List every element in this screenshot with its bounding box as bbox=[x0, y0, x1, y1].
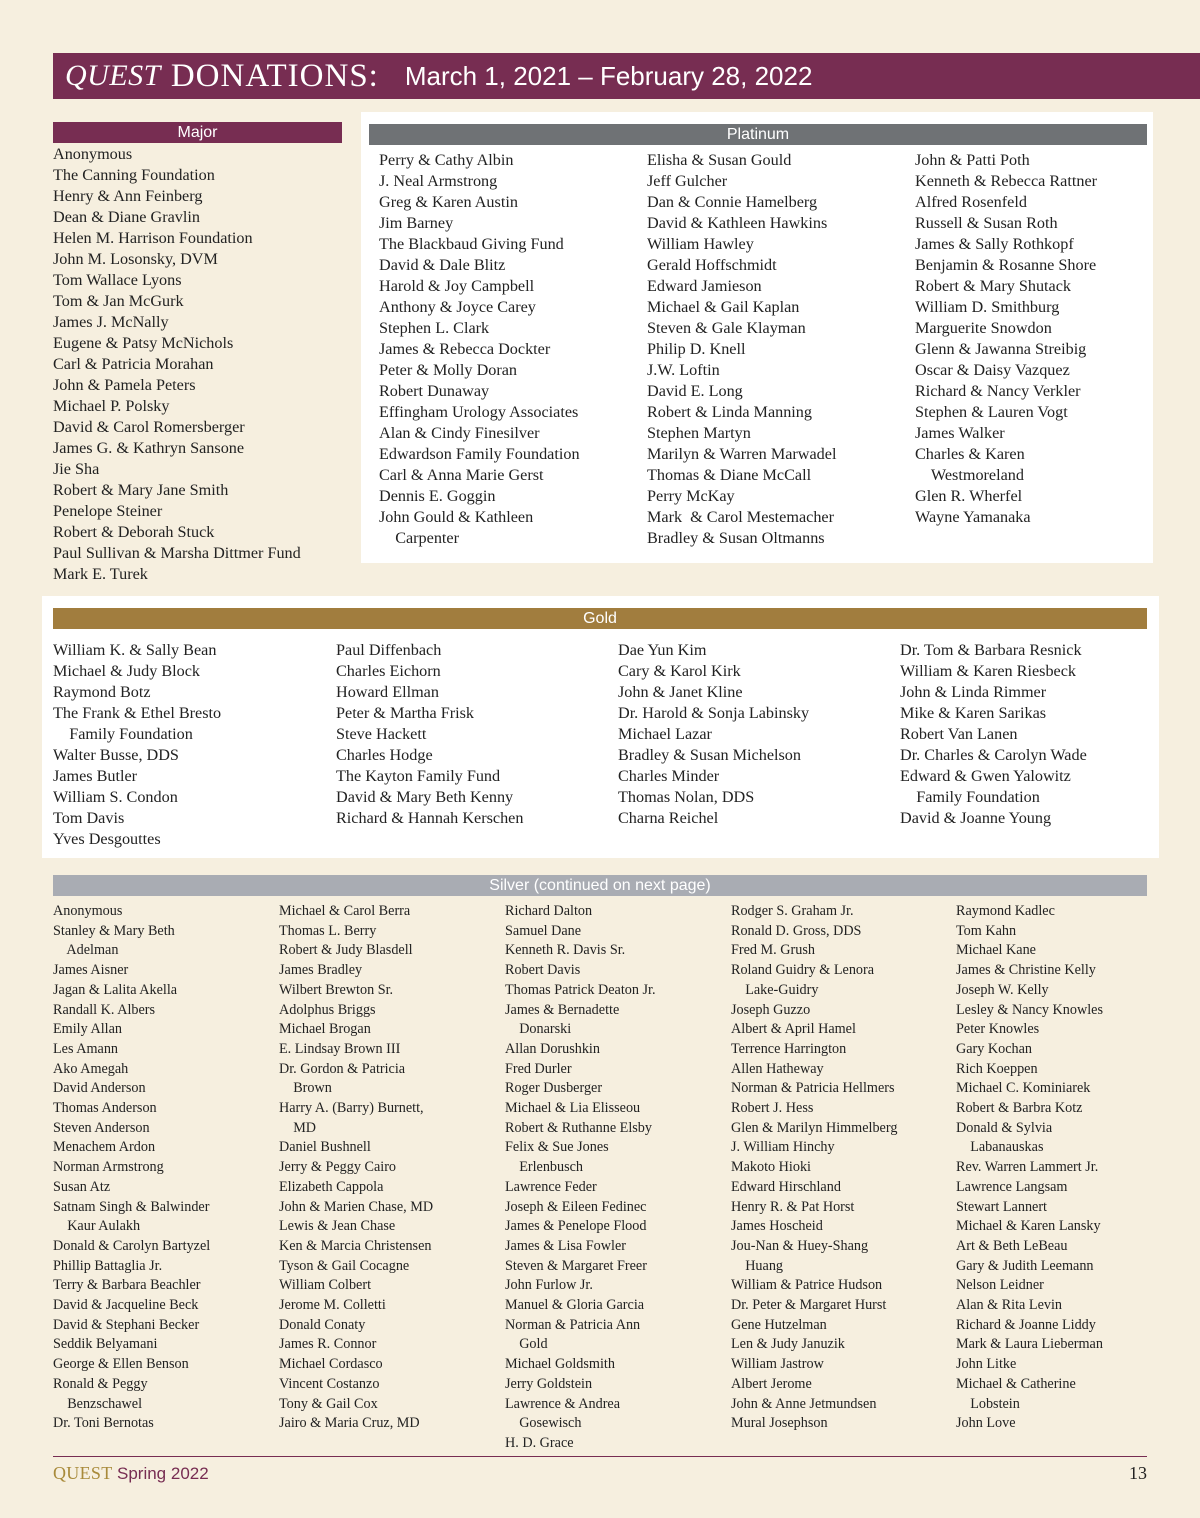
platinum-donor-name: Wayne Yamanaka bbox=[915, 508, 1031, 526]
silver-donor-name: Len & Judy Januzik bbox=[731, 1336, 845, 1353]
silver-donor-name: Steven & Margaret Freer bbox=[505, 1257, 647, 1274]
silver-list-col-3 bbox=[505, 902, 725, 1454]
silver-donor-name: Jerry Goldstein bbox=[505, 1375, 593, 1392]
silver-donor-name: Allen Hatheway bbox=[731, 1060, 824, 1077]
gold-donor-name: The Frank & Ethel Bresto Family Foundation bbox=[53, 704, 222, 743]
silver-list-col-2 bbox=[279, 902, 499, 1434]
gold-donor-name: Raymond Botz bbox=[53, 683, 151, 701]
silver-donor-name: Susan Atz bbox=[53, 1178, 111, 1195]
platinum-donor-name: Steven & Gale Klayman bbox=[647, 319, 806, 337]
silver-donor-name: J. William Hinchy bbox=[731, 1139, 835, 1156]
silver-donor-name: Phillip Battaglia Jr. bbox=[53, 1257, 163, 1274]
silver-donor-name: Lawrence Feder bbox=[505, 1178, 597, 1195]
platinum-donor-name: Jeff Gulcher bbox=[647, 172, 728, 190]
silver-donor-name: Lewis & Jean Chase bbox=[279, 1218, 396, 1235]
silver-donor-name: Terry & Barbara Beachler bbox=[53, 1277, 201, 1294]
quest-logo-text: QUEST bbox=[65, 59, 161, 92]
platinum-donor-name: David & Dale Blitz bbox=[379, 256, 506, 274]
silver-donor-name: Ronald D. Gross, DDS bbox=[731, 922, 862, 939]
silver-donor-name: Rich Koeppen bbox=[956, 1060, 1038, 1077]
silver-donor-name: Roland Guidry & Lenora Lake-Guidry bbox=[731, 962, 875, 998]
platinum-donor-name: Bradley & Susan Oltmanns bbox=[647, 529, 825, 547]
silver-donor-name: Jerome M. Colletti bbox=[279, 1297, 386, 1314]
silver-donor-name: Joseph Guzzo bbox=[731, 1001, 811, 1018]
platinum-donor-name: William D. Smithburg bbox=[915, 298, 1060, 316]
platinum-donor-name: Peter & Molly Doran bbox=[379, 361, 518, 379]
platinum-donor-name: William Hawley bbox=[647, 235, 754, 253]
silver-donor-name: Lesley & Nancy Knowles bbox=[956, 1001, 1103, 1018]
silver-donor-name: Rodger S. Graham Jr. bbox=[731, 903, 854, 919]
footer-divider bbox=[53, 1456, 1147, 1457]
silver-donor-name: Elizabeth Cappola bbox=[279, 1178, 384, 1195]
silver-donor-name: Michael & Lia Elisseou bbox=[505, 1100, 641, 1117]
platinum-donor-name: John & Patti Poth bbox=[915, 151, 1030, 169]
major-donor-name: Eugene & Patsy McNichols bbox=[53, 334, 234, 352]
silver-donor-name: Rev. Warren Lammert Jr. bbox=[956, 1159, 1099, 1176]
silver-donor-name: Wilbert Brewton Sr. bbox=[279, 981, 394, 998]
gold-list-col-1 bbox=[53, 640, 328, 850]
silver-donor-name: Lawrence & Andrea Gosewisch bbox=[505, 1395, 621, 1432]
platinum-donor-name: Alan & Cindy Finesilver bbox=[379, 424, 540, 442]
platinum-list-col-1 bbox=[379, 150, 639, 549]
platinum-donor-name: Glenn & Jawanna Streibig bbox=[915, 340, 1087, 358]
major-donor-name: Henry & Ann Feinberg bbox=[53, 187, 203, 205]
silver-donor-name: Stewart Lannert bbox=[956, 1198, 1047, 1215]
gold-donor-name: Dr. Charles & Carolyn Wade bbox=[900, 746, 1087, 764]
major-donor-name: Carl & Patricia Morahan bbox=[53, 355, 214, 373]
silver-donor-name: James & Bernadette Donarski bbox=[505, 1001, 620, 1038]
platinum-donor-name: J.W. Loftin bbox=[647, 361, 720, 379]
gold-donor-name: John & Janet Kline bbox=[618, 683, 743, 701]
silver-donor-name: Donald & Carolyn Bartyzel bbox=[53, 1237, 211, 1254]
silver-donor-name: Ken & Marcia Christensen bbox=[279, 1237, 432, 1254]
platinum-donor-name: Elisha & Susan Gould bbox=[647, 151, 792, 169]
silver-donor-name: Robert Davis bbox=[505, 962, 581, 979]
platinum-donor-name: Marilyn & Warren Marwadel bbox=[647, 445, 837, 463]
major-donor-name: Tom Wallace Lyons bbox=[53, 271, 182, 289]
silver-donor-name: Gary & Judith Leemann bbox=[956, 1257, 1094, 1274]
platinum-list-col-2 bbox=[647, 150, 907, 549]
gold-donor-name: William S. Condon bbox=[53, 788, 178, 806]
silver-list-col-5 bbox=[956, 902, 1146, 1434]
silver-donor-name: Jagan & Lalita Akella bbox=[53, 981, 178, 998]
platinum-donor-name: Mark & Carol Mestemacher bbox=[647, 508, 834, 526]
silver-donor-name: Les Amann bbox=[53, 1040, 119, 1057]
silver-donor-name: Michael & Catherine Lobstein bbox=[956, 1375, 1076, 1412]
silver-donor-name: Albert Jerome bbox=[731, 1375, 812, 1392]
platinum-donor-name: Gerald Hoffschmidt bbox=[647, 256, 777, 274]
gold-donor-name: Dr. Tom & Barbara Resnick bbox=[900, 641, 1082, 659]
silver-donor-name: Ronald & Peggy Benzschawel bbox=[53, 1375, 148, 1412]
gold-donor-name: Michael & Judy Block bbox=[53, 662, 201, 680]
gold-list-col-3 bbox=[618, 640, 893, 829]
silver-donor-name: Dr. Peter & Margaret Hurst bbox=[731, 1297, 887, 1314]
major-donor-name: Paul Sullivan & Marsha Dittmer Fund bbox=[53, 544, 301, 562]
platinum-donor-name: Greg & Karen Austin bbox=[379, 193, 518, 211]
gold-donor-name: Edward & Gwen Yalowitz Family Foundation bbox=[900, 767, 1071, 806]
silver-donor-name: Seddik Belyamani bbox=[53, 1336, 158, 1353]
silver-donor-name: Norman Armstrong bbox=[53, 1159, 164, 1176]
major-donor-name: Penelope Steiner bbox=[53, 502, 163, 520]
silver-donor-name: Tyson & Gail Cocagne bbox=[279, 1257, 410, 1274]
silver-donor-name: Adolphus Briggs bbox=[279, 1001, 376, 1018]
gold-donor-name: Tom Davis bbox=[53, 809, 125, 827]
major-donor-name: Mark E. Turek bbox=[53, 565, 148, 583]
silver-donor-name: Peter Knowles bbox=[956, 1021, 1040, 1038]
silver-donor-name: Michael & Carol Berra bbox=[279, 903, 411, 919]
silver-donor-name: Stanley & Mary Beth Adelman bbox=[53, 922, 175, 959]
major-donor-name: Tom & Jan McGurk bbox=[53, 292, 184, 310]
silver-donor-name: H. D. Grace bbox=[505, 1434, 574, 1451]
silver-donor-name: Edward Hirschland bbox=[731, 1178, 841, 1195]
silver-donor-name: Felix & Sue Jones Erlenbusch bbox=[505, 1139, 609, 1176]
gold-list-col-2 bbox=[336, 640, 611, 829]
silver-donor-name: Robert & Ruthanne Elsby bbox=[505, 1119, 652, 1136]
silver-donor-name: Lawrence Langsam bbox=[956, 1178, 1068, 1195]
silver-donor-name: Makoto Hioki bbox=[731, 1159, 811, 1176]
silver-donor-name: John Litke bbox=[956, 1356, 1017, 1373]
silver-donor-name: James R. Connor bbox=[279, 1336, 377, 1353]
silver-donor-name: William Jastrow bbox=[731, 1356, 824, 1373]
silver-donor-name: Kenneth R. Davis Sr. bbox=[505, 942, 626, 959]
major-donor-name: Robert & Deborah Stuck bbox=[53, 523, 215, 541]
platinum-donor-name: Robert & Mary Shutack bbox=[915, 277, 1072, 295]
platinum-donor-name: Alfred Rosenfeld bbox=[915, 193, 1027, 211]
major-donor-name: John & Pamela Peters bbox=[53, 376, 196, 394]
platinum-donor-name: James Walker bbox=[915, 424, 1005, 442]
platinum-donor-name: Charles & Karen Westmoreland bbox=[915, 445, 1025, 484]
date-range: March 1, 2021 – February 28, 2022 bbox=[404, 60, 813, 91]
silver-donor-name: Dr. Gordon & Patricia Brown bbox=[279, 1060, 406, 1097]
platinum-list-col-3 bbox=[915, 150, 1150, 528]
major-donor-name: David & Carol Romersberger bbox=[53, 418, 245, 436]
gold-donor-name: David & Mary Beth Kenny bbox=[336, 788, 514, 806]
platinum-donor-name: James & Sally Rothkopf bbox=[915, 235, 1074, 253]
silver-donor-name: Henry R. & Pat Horst bbox=[731, 1198, 855, 1215]
silver-donor-name: John & Anne Jetmundsen bbox=[731, 1395, 877, 1412]
major-donor-name: Robert & Mary Jane Smith bbox=[53, 481, 229, 499]
platinum-donor-name: Stephen & Lauren Vogt bbox=[915, 403, 1068, 421]
gold-donor-name: Walter Busse, DDS bbox=[53, 746, 179, 764]
silver-donor-name: Terrence Harrington bbox=[731, 1040, 847, 1057]
gold-donor-name: William & Karen Riesbeck bbox=[900, 662, 1077, 680]
silver-donor-name: Ako Amegah bbox=[53, 1060, 129, 1077]
platinum-donor-name: James & Rebecca Dockter bbox=[379, 340, 551, 358]
major-donor-name: James G. & Kathryn Sansone bbox=[53, 439, 245, 457]
gold-donor-name: James Butler bbox=[53, 767, 138, 785]
silver-donor-name: Joseph & Eileen Fedinec bbox=[505, 1198, 647, 1215]
platinum-donor-name: Dennis E. Goggin bbox=[379, 487, 496, 505]
silver-donor-name: Michael Goldsmith bbox=[505, 1356, 615, 1373]
platinum-donor-name: Perry McKay bbox=[647, 487, 735, 505]
gold-donor-name: William K. & Sally Bean bbox=[53, 641, 217, 659]
gold-donor-name: Richard & Hannah Kerschen bbox=[336, 809, 524, 827]
silver-donor-name: John Furlow Jr. bbox=[505, 1277, 593, 1294]
silver-donor-name: Nelson Leidner bbox=[956, 1277, 1044, 1294]
platinum-donor-name: Michael & Gail Kaplan bbox=[647, 298, 800, 316]
platinum-donor-name: Robert & Linda Manning bbox=[647, 403, 812, 421]
platinum-donor-name: Richard & Nancy Verkler bbox=[915, 382, 1081, 400]
gold-donor-name: John & Linda Rimmer bbox=[900, 683, 1047, 701]
silver-donor-name: Steven Anderson bbox=[53, 1119, 150, 1136]
silver-donor-name: Thomas Anderson bbox=[53, 1100, 157, 1117]
silver-donor-name: Roger Dusberger bbox=[505, 1080, 603, 1097]
platinum-donor-name: Carl & Anna Marie Gerst bbox=[379, 466, 544, 484]
page-number: 13 bbox=[1129, 1463, 1147, 1483]
gold-list-col-4 bbox=[900, 640, 1150, 829]
silver-donor-name: David & Jacqueline Beck bbox=[53, 1297, 199, 1314]
major-donor-name: James J. McNally bbox=[53, 313, 169, 331]
silver-donor-name: Robert J. Hess bbox=[731, 1100, 814, 1117]
platinum-heading: Platinum bbox=[369, 124, 1147, 145]
platinum-donor-name: Effingham Urology Associates bbox=[379, 403, 579, 421]
silver-list-col-4 bbox=[731, 902, 951, 1434]
gold-donor-name: Charna Reichel bbox=[618, 809, 719, 827]
silver-donor-name: Emily Allan bbox=[53, 1021, 122, 1038]
silver-donor-name: Raymond Kadlec bbox=[956, 903, 1055, 919]
silver-donor-name: Donald & Sylvia Labanauskas bbox=[956, 1119, 1053, 1156]
silver-donor-name: Fred M. Grush bbox=[731, 942, 815, 959]
platinum-donor-name: Edward Jamieson bbox=[647, 277, 762, 295]
gold-donor-name: Steve Hackett bbox=[336, 725, 427, 743]
silver-donor-name: William Colbert bbox=[279, 1277, 372, 1294]
platinum-donor-name: J. Neal Armstrong bbox=[379, 172, 498, 190]
silver-donor-name: James & Penelope Flood bbox=[505, 1218, 647, 1235]
platinum-donor-name: Stephen Martyn bbox=[647, 424, 751, 442]
silver-donor-name: Tom Kahn bbox=[956, 922, 1017, 939]
gold-donor-name: Michael Lazar bbox=[618, 725, 712, 743]
gold-donor-name: Charles Minder bbox=[618, 767, 720, 785]
gold-donor-name: Charles Hodge bbox=[336, 746, 433, 764]
platinum-donor-name: David E. Long bbox=[647, 382, 743, 400]
major-donor-name: Anonymous bbox=[53, 145, 133, 163]
page-title-banner bbox=[53, 53, 1200, 99]
gold-donor-name: Dae Yun Kim bbox=[618, 641, 707, 659]
silver-donor-name: Harry A. (Barry) Burnett, MD bbox=[279, 1100, 424, 1136]
platinum-donor-name: John Gould & Kathleen Carpenter bbox=[379, 508, 534, 547]
silver-donor-name: David Anderson bbox=[53, 1080, 146, 1097]
silver-donor-name: Thomas L. Berry bbox=[279, 922, 377, 939]
gold-donor-name: Howard Ellman bbox=[336, 683, 439, 701]
silver-donor-name: Robert & Judy Blasdell bbox=[279, 942, 413, 959]
silver-donor-name: Gene Hutzelman bbox=[731, 1316, 827, 1333]
silver-donor-name: Michael Brogan bbox=[279, 1021, 371, 1038]
major-heading: Major bbox=[53, 122, 342, 143]
major-donor-name: Dean & Diane Gravlin bbox=[53, 208, 200, 226]
silver-donor-name: Joseph W. Kelly bbox=[956, 981, 1049, 998]
silver-donor-name: James & Lisa Fowler bbox=[505, 1237, 626, 1254]
silver-donor-name: James Aisner bbox=[53, 962, 129, 979]
silver-donor-name: Mural Josephson bbox=[731, 1415, 828, 1432]
major-donor-name: Michael P. Polsky bbox=[53, 397, 170, 415]
silver-donor-name: James Bradley bbox=[279, 962, 363, 979]
platinum-donor-name: Thomas & Diane McCall bbox=[647, 466, 812, 484]
platinum-donor-name: Philip D. Knell bbox=[647, 340, 746, 358]
silver-donor-name: Richard Dalton bbox=[505, 903, 593, 919]
footer-quest-text: QUEST bbox=[53, 1463, 113, 1483]
gold-donor-name: Yves Desgouttes bbox=[53, 830, 161, 848]
platinum-donor-name: Russell & Susan Roth bbox=[915, 214, 1058, 232]
silver-heading: Silver (continued on next page) bbox=[53, 875, 1147, 896]
gold-donor-name: Cary & Karol Kirk bbox=[618, 662, 741, 680]
platinum-donor-name: Anthony & Joyce Carey bbox=[379, 298, 536, 316]
silver-donor-name: Anonymous bbox=[53, 903, 123, 919]
silver-donor-name: Michael & Karen Lansky bbox=[956, 1218, 1101, 1235]
platinum-donor-name: Harold & Joy Campbell bbox=[379, 277, 535, 295]
platinum-donor-name: Marguerite Snowdon bbox=[915, 319, 1052, 337]
silver-donor-name: Richard & Joanne Liddy bbox=[956, 1316, 1096, 1333]
silver-donor-name: Albert & April Hamel bbox=[731, 1021, 856, 1038]
silver-donor-name: Samuel Dane bbox=[505, 922, 582, 939]
silver-donor-name: Satnam Singh & Balwinder Kaur Aulakh bbox=[53, 1198, 210, 1235]
silver-donor-name: Michael Cordasco bbox=[279, 1356, 383, 1373]
gold-donor-name: Mike & Karen Sarikas bbox=[900, 704, 1047, 722]
silver-donor-name: Norman & Patricia Hellmers bbox=[731, 1080, 895, 1097]
silver-donor-name: Alan & Rita Levin bbox=[956, 1297, 1062, 1314]
platinum-donor-name: Glen R. Wherfel bbox=[915, 487, 1023, 505]
silver-donor-name: George & Ellen Benson bbox=[53, 1356, 189, 1373]
silver-donor-name: Jerry & Peggy Cairo bbox=[279, 1159, 397, 1176]
platinum-donor-name: Dan & Connie Hamelberg bbox=[647, 193, 818, 211]
platinum-donor-name: Oscar & Daisy Vazquez bbox=[915, 361, 1070, 379]
platinum-donor-name: Benjamin & Rosanne Shore bbox=[915, 256, 1097, 274]
gold-donor-name: Paul Diffenbach bbox=[336, 641, 442, 659]
silver-donor-name: James Hoscheid bbox=[731, 1218, 823, 1235]
gold-donor-name: The Kayton Family Fund bbox=[336, 767, 501, 785]
silver-donor-name: E. Lindsay Brown III bbox=[279, 1040, 401, 1057]
silver-donor-name: John Love bbox=[956, 1415, 1016, 1432]
gold-donor-name: Peter & Martha Frisk bbox=[336, 704, 475, 722]
silver-list-col-1 bbox=[53, 902, 273, 1434]
silver-donor-name: Michael Kane bbox=[956, 942, 1036, 959]
silver-donor-name: Jairo & Maria Cruz, MD bbox=[279, 1415, 420, 1432]
silver-donor-name: Robert & Barbra Kotz bbox=[956, 1100, 1083, 1117]
silver-donor-name: Thomas Patrick Deaton Jr. bbox=[505, 981, 656, 998]
gold-donor-name: Dr. Harold & Sonja Labinsky bbox=[618, 704, 810, 722]
silver-donor-name: Donald Conaty bbox=[279, 1316, 366, 1333]
gold-donor-name: Thomas Nolan, DDS bbox=[618, 788, 755, 806]
silver-donor-name: Dr. Toni Bernotas bbox=[53, 1415, 154, 1432]
silver-donor-name: Tony & Gail Cox bbox=[279, 1395, 378, 1412]
silver-donor-name: William & Patrice Hudson bbox=[731, 1277, 883, 1294]
silver-donor-name: Mark & Laura Lieberman bbox=[956, 1336, 1103, 1353]
silver-donor-name: Jou-Nan & Huey-Shang Huang bbox=[731, 1237, 869, 1274]
platinum-donor-name: Kenneth & Rebecca Rattner bbox=[915, 172, 1098, 190]
silver-donor-name: Art & Beth LeBeau bbox=[956, 1237, 1068, 1254]
gold-heading: Gold bbox=[53, 608, 1147, 629]
silver-donor-name: Glen & Marilyn Himmelberg bbox=[731, 1119, 898, 1136]
platinum-donor-name: The Blackbaud Giving Fund bbox=[379, 235, 564, 253]
silver-donor-name: Michael C. Kominiarek bbox=[956, 1080, 1091, 1097]
silver-donor-name: Fred Durler bbox=[505, 1060, 572, 1077]
major-donor-name: Helen M. Harrison Foundation bbox=[53, 229, 253, 247]
silver-donor-name: Daniel Bushnell bbox=[279, 1139, 371, 1156]
donations-title: DONATIONS: bbox=[170, 57, 379, 94]
major-list bbox=[53, 144, 353, 585]
platinum-donor-name: Stephen L. Clark bbox=[379, 319, 490, 337]
silver-donor-name: Menachem Ardon bbox=[53, 1139, 156, 1156]
silver-donor-name: Manuel & Gloria Garcia bbox=[505, 1297, 645, 1314]
silver-donor-name: Randall K. Albers bbox=[53, 1001, 156, 1018]
gold-donor-name: Bradley & Susan Michelson bbox=[618, 746, 801, 764]
platinum-donor-name: Robert Dunaway bbox=[379, 382, 490, 400]
silver-donor-name: Allan Dorushkin bbox=[505, 1040, 600, 1057]
major-donor-name: John M. Losonsky, DVM bbox=[53, 250, 218, 268]
silver-donor-name: Gary Kochan bbox=[956, 1040, 1033, 1057]
platinum-donor-name: Perry & Cathy Albin bbox=[379, 151, 514, 169]
footer-issue: Spring 2022 bbox=[117, 1464, 209, 1483]
platinum-donor-name: Edwardson Family Foundation bbox=[379, 445, 580, 463]
silver-donor-name: Vincent Costanzo bbox=[279, 1375, 380, 1392]
silver-donor-name: David & Stephani Becker bbox=[53, 1316, 200, 1333]
silver-donor-name: James & Christine Kelly bbox=[956, 962, 1096, 979]
gold-donor-name: David & Joanne Young bbox=[900, 809, 1052, 827]
gold-donor-name: Robert Van Lanen bbox=[900, 725, 1018, 743]
platinum-donor-name: David & Kathleen Hawkins bbox=[647, 214, 828, 232]
silver-donor-name: John & Marien Chase, MD bbox=[279, 1198, 434, 1215]
silver-donor-name: Norman & Patricia Ann Gold bbox=[505, 1316, 641, 1353]
major-donor-name: Jie Sha bbox=[53, 460, 100, 478]
platinum-donor-name: Jim Barney bbox=[379, 214, 454, 232]
gold-donor-name: Charles Eichorn bbox=[336, 662, 441, 680]
footer-publication bbox=[53, 1463, 209, 1484]
major-donor-name: The Canning Foundation bbox=[53, 166, 215, 184]
